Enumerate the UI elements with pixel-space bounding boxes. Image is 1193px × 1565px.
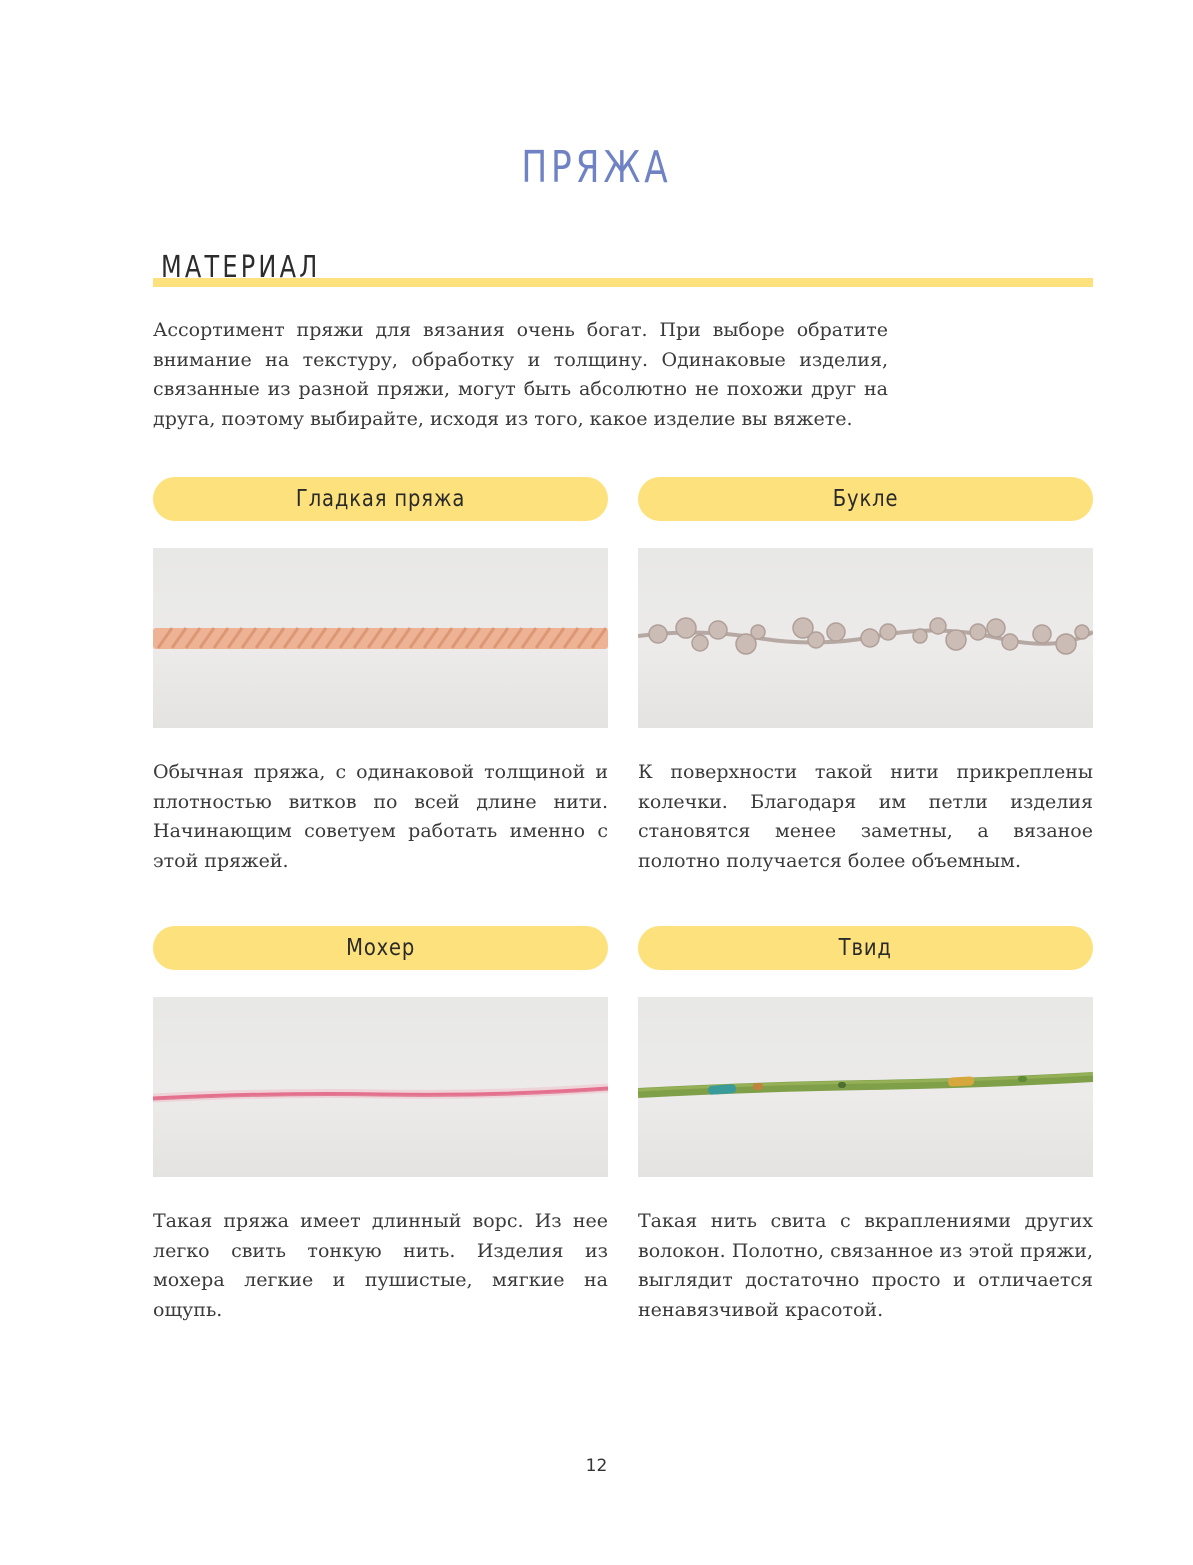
yarn-label-pill xyxy=(638,477,1093,521)
yarn-label-pill xyxy=(153,926,608,970)
yarn-description: К поверхности такой нити прикреплены колечки. Благодаря им петли изделия становятся менее заметны, а вязаное полотно получается более объемным. xyxy=(638,761,1093,872)
yarn-label: Букле xyxy=(832,486,899,512)
yarn-label-pill xyxy=(638,926,1093,970)
yarn-label: Гладкая пряжа xyxy=(295,486,466,512)
page-number: 12 xyxy=(585,1456,608,1476)
tweed-yarn-photo xyxy=(638,997,1093,1177)
section-heading xyxy=(153,250,1093,290)
yarn-description: Такая пряжа имеет длинный ворс. Из нее легко свить тонкую нить. Изделия из мохера легкие и пушистые, мягкие на ощупь. xyxy=(153,1210,608,1321)
yarn-card-smooth xyxy=(153,477,608,876)
smooth-yarn-photo xyxy=(153,548,608,728)
yarn-description: Такая нить свита с вкраплениями других волокон. Полотно, связанное из этой пряжи, выглядит достаточно просто и отличается ненавязчивой красотой. xyxy=(638,1210,1093,1321)
boucle-yarn-photo xyxy=(638,548,1093,728)
section-title: МАТЕРИАЛ xyxy=(161,250,321,285)
yarn-card-tweed xyxy=(638,926,1093,1325)
yarn-label: Мохер xyxy=(345,935,416,961)
mohair-yarn-photo xyxy=(153,997,608,1177)
yarn-description: Обычная пряжа, с одинаковой толщиной и плотностью витков по всей длине нити. Начинающим советуем работать именно с этой пряжей. xyxy=(153,761,608,872)
yarn-card-boucle xyxy=(638,477,1093,876)
yarn-label: Твид xyxy=(838,935,893,961)
yarn-label-pill xyxy=(153,477,608,521)
yarn-card-mohair xyxy=(153,926,608,1325)
page-title: ПРЯЖА xyxy=(521,142,672,193)
intro-paragraph: Ассортимент пряжи для вязания очень богат. При выборе обратите внимание на текстуру, обработку и толщину. Одинаковые изделия, связанные из разной пряжи, могут быть абсолютно не похожи друг на друга, поэтому выбирайте, исходя из того, какое изделие вы вяжете. xyxy=(153,319,888,430)
